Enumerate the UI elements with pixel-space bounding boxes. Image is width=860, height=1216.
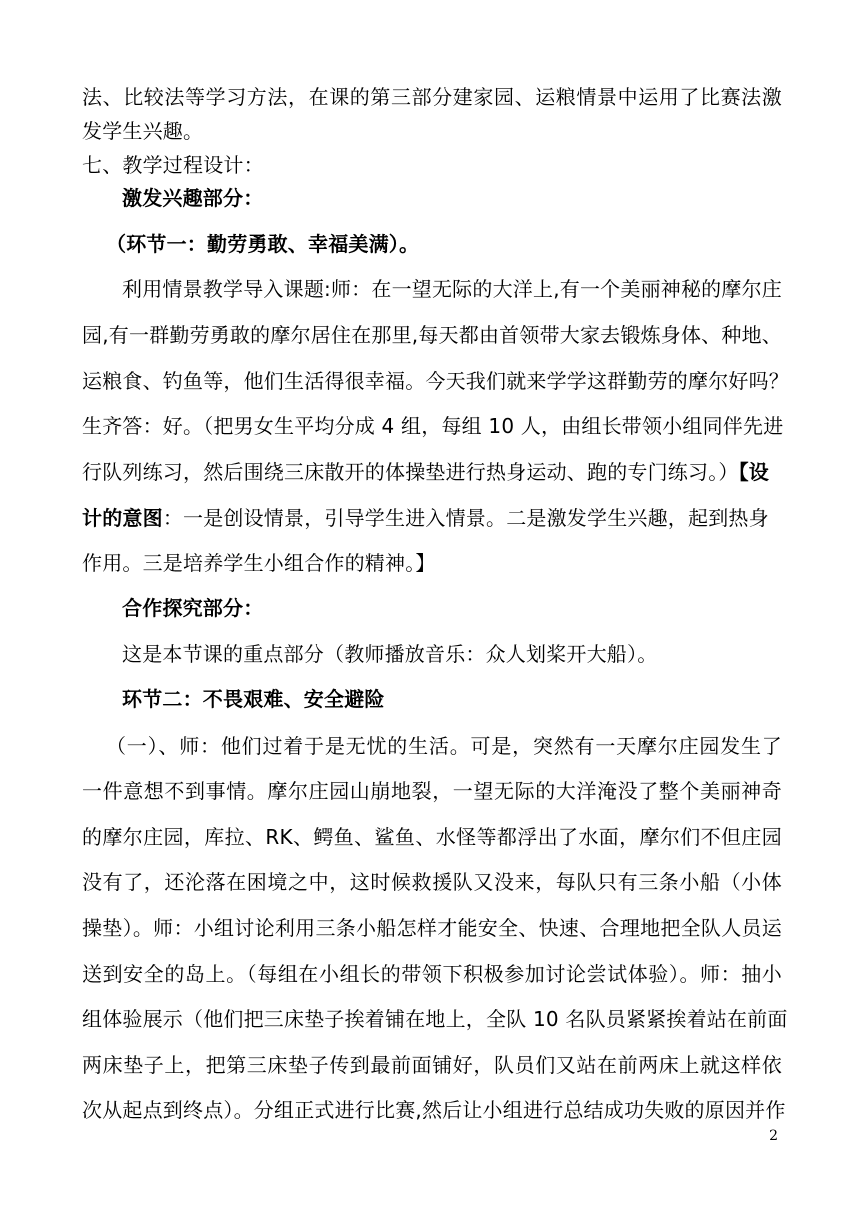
text-line: 的摩尔庄园，库拉、RK、鳄鱼、鲨鱼、水怪等都浮出了水面，摩尔们不但庄园 [82,825,782,849]
text-line: 法、比较法等学习方法，在课的第三部分建家园、运粮情景中运用了比赛法激 [82,85,782,109]
text-line: 这是本节课的重点部分（教师播放音乐：众人划桨开大船）。 [122,642,658,666]
subsection-heading: 合作探究部分： [122,596,264,620]
design-intent-label: 计的意图 [82,506,163,530]
text-line: 作用。三是培养学生小组合作的精神。】 [82,551,436,575]
text-segment: 行队列练习，然后围绕三床散开的体操垫进行热身运动、跑的专门练习。） [82,460,739,484]
text-line: 操垫）。师：小组讨论利用三条小船怎样才能安全、快速、合理地把全队人员运 [82,916,782,940]
text-line: 一件意想不到事情。摩尔庄园山崩地裂，一望无际的大洋淹没了整个美丽神奇 [82,779,782,803]
text-line: 生齐答：好。（把男女生平均分成 4 组，每组 10 人，由组长带领小组同伴先进 [82,414,784,438]
text-line: 次从起点到终点）。分组正式进行比赛,然后让小组进行总结成功失败的原因并作 [82,1098,786,1122]
text-line: 没有了，还沦落在困境之中，这时候救援队又没来，每队只有三条小船（小体 [82,870,782,894]
text-line: 两床垫子上，把第三床垫子传到最前面铺好，队员们又站在前两床上就这样依 [82,1053,782,1077]
text-line: 发学生兴趣。 [82,119,204,143]
page-number: 2 [769,1128,778,1144]
text-segment: ：一是创设情景，引导学生进入情景。二是激发学生兴趣，起到热身 [162,506,769,530]
text-line: 运粮食、钓鱼等，他们生活得很幸福。今天我们就来学学这群勤劳的摩尔好吗？ [82,369,789,393]
text-line: （一）、师：他们过着于是无忧的生活。可是，突然有一天摩尔庄园发生了 [106,734,782,758]
stage-heading: 环节二：不畏艰难、安全避险 [122,687,385,711]
subsection-heading: 激发兴趣部分： [122,186,264,210]
text-line: 组体验展示（他们把三床垫子挨着铺在地上，全队 10 名队员紧紧挨着站在前面 [82,1007,788,1031]
text-line [82,459,782,485]
text-line: 园,有一群勤劳勇敢的摩尔居住在那里,每天都由首领带大家去锻炼身体、种地、 [82,323,782,347]
section-heading: 七、教学过程设计： [82,153,264,177]
text-line: 利用情景教学导入课题:师：在一望无际的大洋上,有一个美丽神秘的摩尔庄 [122,277,782,301]
design-intent-label: 【设 [738,460,770,484]
stage-heading: （环节一：勤劳勇敢、幸福美满）。 [106,232,420,256]
text-line: 送到安全的岛上。（每组在小组长的带领下积极参加讨论尝试体验）。师：抽小 [82,962,782,986]
text-line [82,505,782,531]
